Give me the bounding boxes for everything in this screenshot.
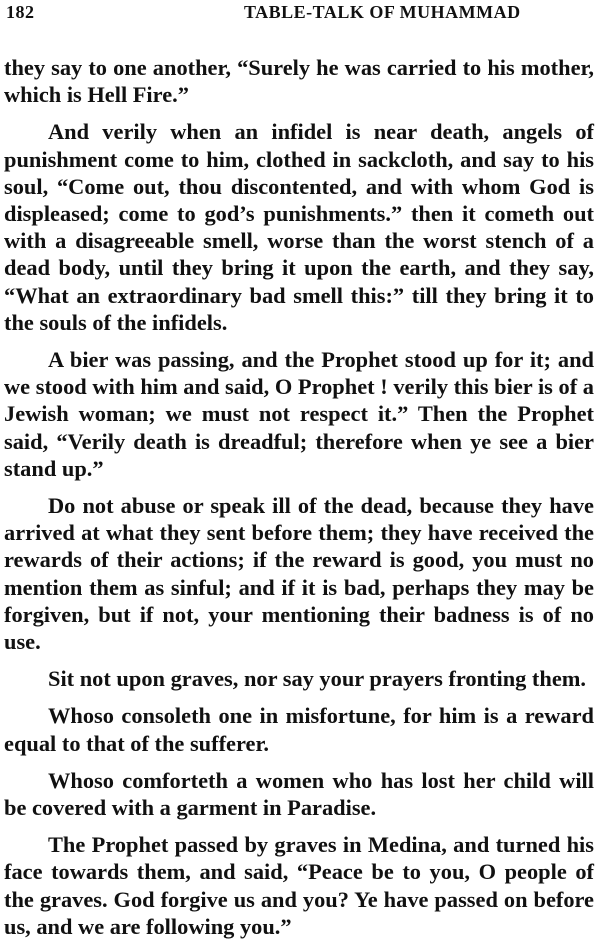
running-title: TABLE-TALK OF MUHAMMAD	[244, 2, 521, 22]
page-body	[4, 54, 594, 940]
paragraph-continued: they say to one another, “Surely he was carried to his mother, which is Hell Fire.”	[4, 55, 594, 108]
paragraph-comforteth: Whoso comforteth a women who has lost her child will be covered with a garment in Paradise.	[4, 767, 594, 821]
paragraph-graves-medina: The Prophet passed by graves in Medina, and turned his face towards them, and said, “Peace be to you, O people of the graves. God forgive us and you? Ye have passed on before us, and we are following you.”	[4, 832, 594, 939]
paragraph-speak-ill-of-dead: Do not abuse or speak ill of the dead, because they have arrived at what they sent before them; they have received the rewards of their actions; if the reward is good, you must no mention them as sinful; and if it is bad, perhaps they may be forgiven, but if not, your mentioning their badness is of no use.	[4, 493, 594, 655]
page-number: 182	[6, 2, 35, 22]
paragraph-infidel-death: And verily when an infidel is near death, angels of punishment come to him, clothed in sackcloth, and say to his soul, “Come out, thou discontented, and with whom God is displeased; come to god’s punishments.” then it cometh out with a disagreeable smell, worse than the worst stench of a dead body, until they bring it upon the earth, and they say, “What an extraordinary bad smell this:” till they bring it to the souls of the infidels.	[4, 119, 594, 335]
paragraph-bier: A bier was passing, and the Prophet stood up for it; and we stood with him and said, O Prophet ! verily this bier is of a Jewish woman; we must not respect it.” Then the Prophet said, “Verily death is dreadful; therefore when ye see a bier stand up.”	[4, 347, 594, 481]
paragraph-consoleth: Whoso consoleth one in misfortune, for him is a reward equal to that of the sufferer.	[4, 703, 594, 756]
page-header	[4, 0, 594, 30]
paragraph-graves: Sit not upon graves, nor say your prayers fronting them.	[48, 666, 587, 692]
